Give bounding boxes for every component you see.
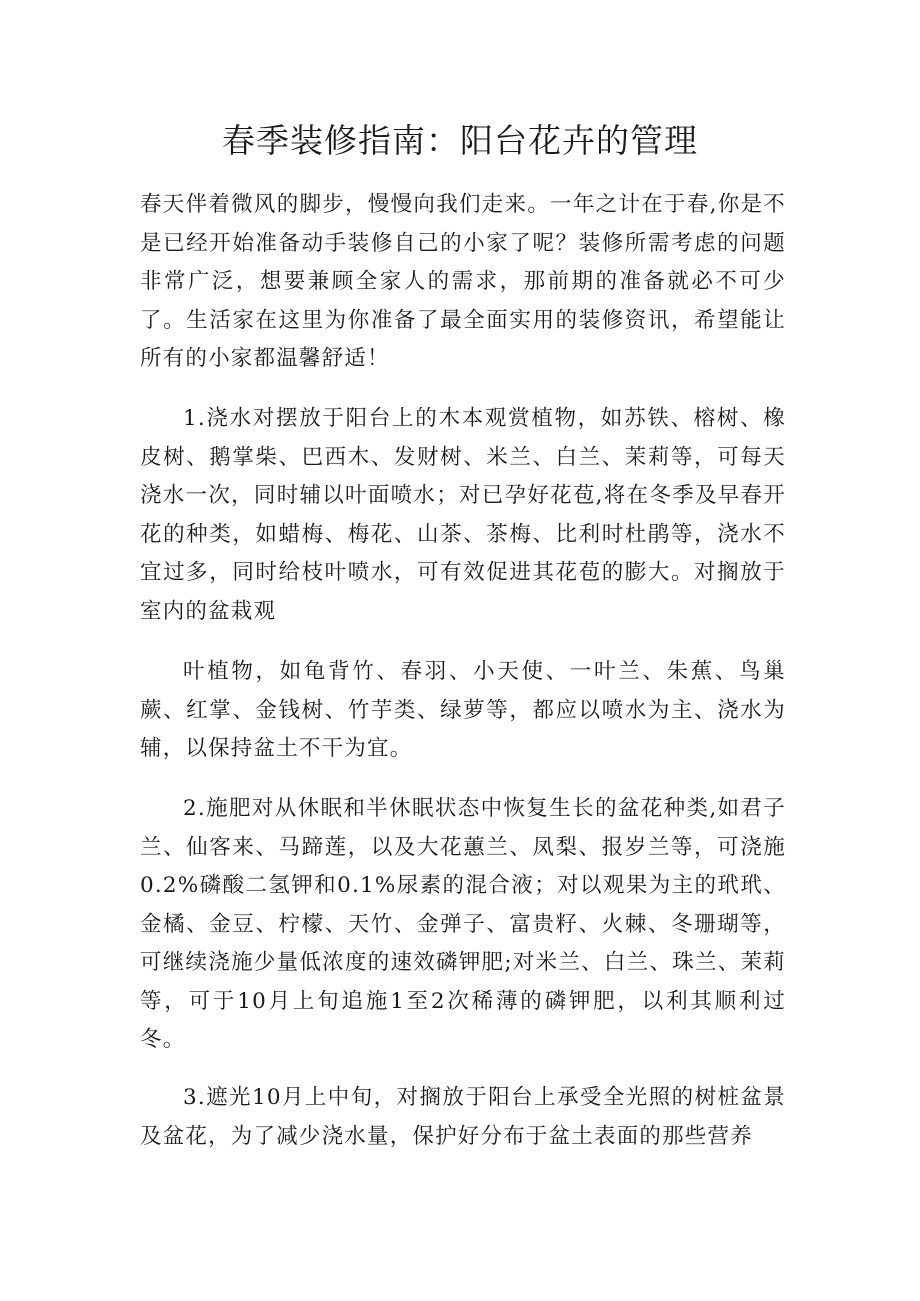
foliage-plants-paragraph: 叶植物，如龟背竹、春羽、小天使、一叶兰、朱蕉、鸟巢蕨、红掌、金钱树、竹芋类、绿萝等，都应以喷水为主、浇水为辅，以保持盆土不干为宜。 xyxy=(140,659,786,761)
shading-paragraph: 3.遮光10月上中旬，对搁放于阳台上承受全光照的树桩盆景及盆花，为了减少浇水量，保护好分布于盆土表面的那些营养 xyxy=(140,1085,786,1149)
watering-paragraph: 1.浇水对摆放于阳台上的木本观赏植物，如苏铁、榕树、橡皮树、鹅掌柴、巴西木、发财树、米兰、白兰、茉莉等，可每天浇水一次，同时辅以叶面喷水；对已孕好花苞,将在冬季及早春开花的种类，如蜡梅、梅花、山茶、茶梅、比利时杜鹃等，浇水不宜过多，同时给枝叶喷水，可有效促进其花苞的膨大。对搁放于室内的盆栽观 xyxy=(140,406,786,624)
fertilizing-paragraph: 2.施肥对从休眠和半休眠状态中恢复生长的盆花种类,如君子兰、仙客来、马蹄莲，以及大花蕙兰、凤梨、报岁兰等，可浇施0.2%磷酸二氢钾和0.1%尿素的混合液；对以观果为主的玳玳、金橘、金豆、柠檬、天竹、金弹子、富贵籽、火棘、冬珊瑚等，可继续浇施少量低浓度的速效磷钾肥;对米兰、白兰、珠兰、茉莉等，可于10月上旬追施1至2次稀薄的磷钾肥，以利其顺利过冬。 xyxy=(140,796,786,1052)
intro-paragraph: 春天伴着微风的脚步，慢慢向我们走来。一年之计在于春,你是不是已经开始准备动手装修自己的小家了呢？装修所需考虑的问题非常广泛，想要兼顾全家人的需求，那前期的准备就必不可少了。生活家在这里为你准备了最全面实用的装修资讯，希望能让所有的小家都温馨舒适！ xyxy=(140,192,786,371)
document-title: 春季装修指南：阳台花卉的管理 xyxy=(222,121,698,160)
